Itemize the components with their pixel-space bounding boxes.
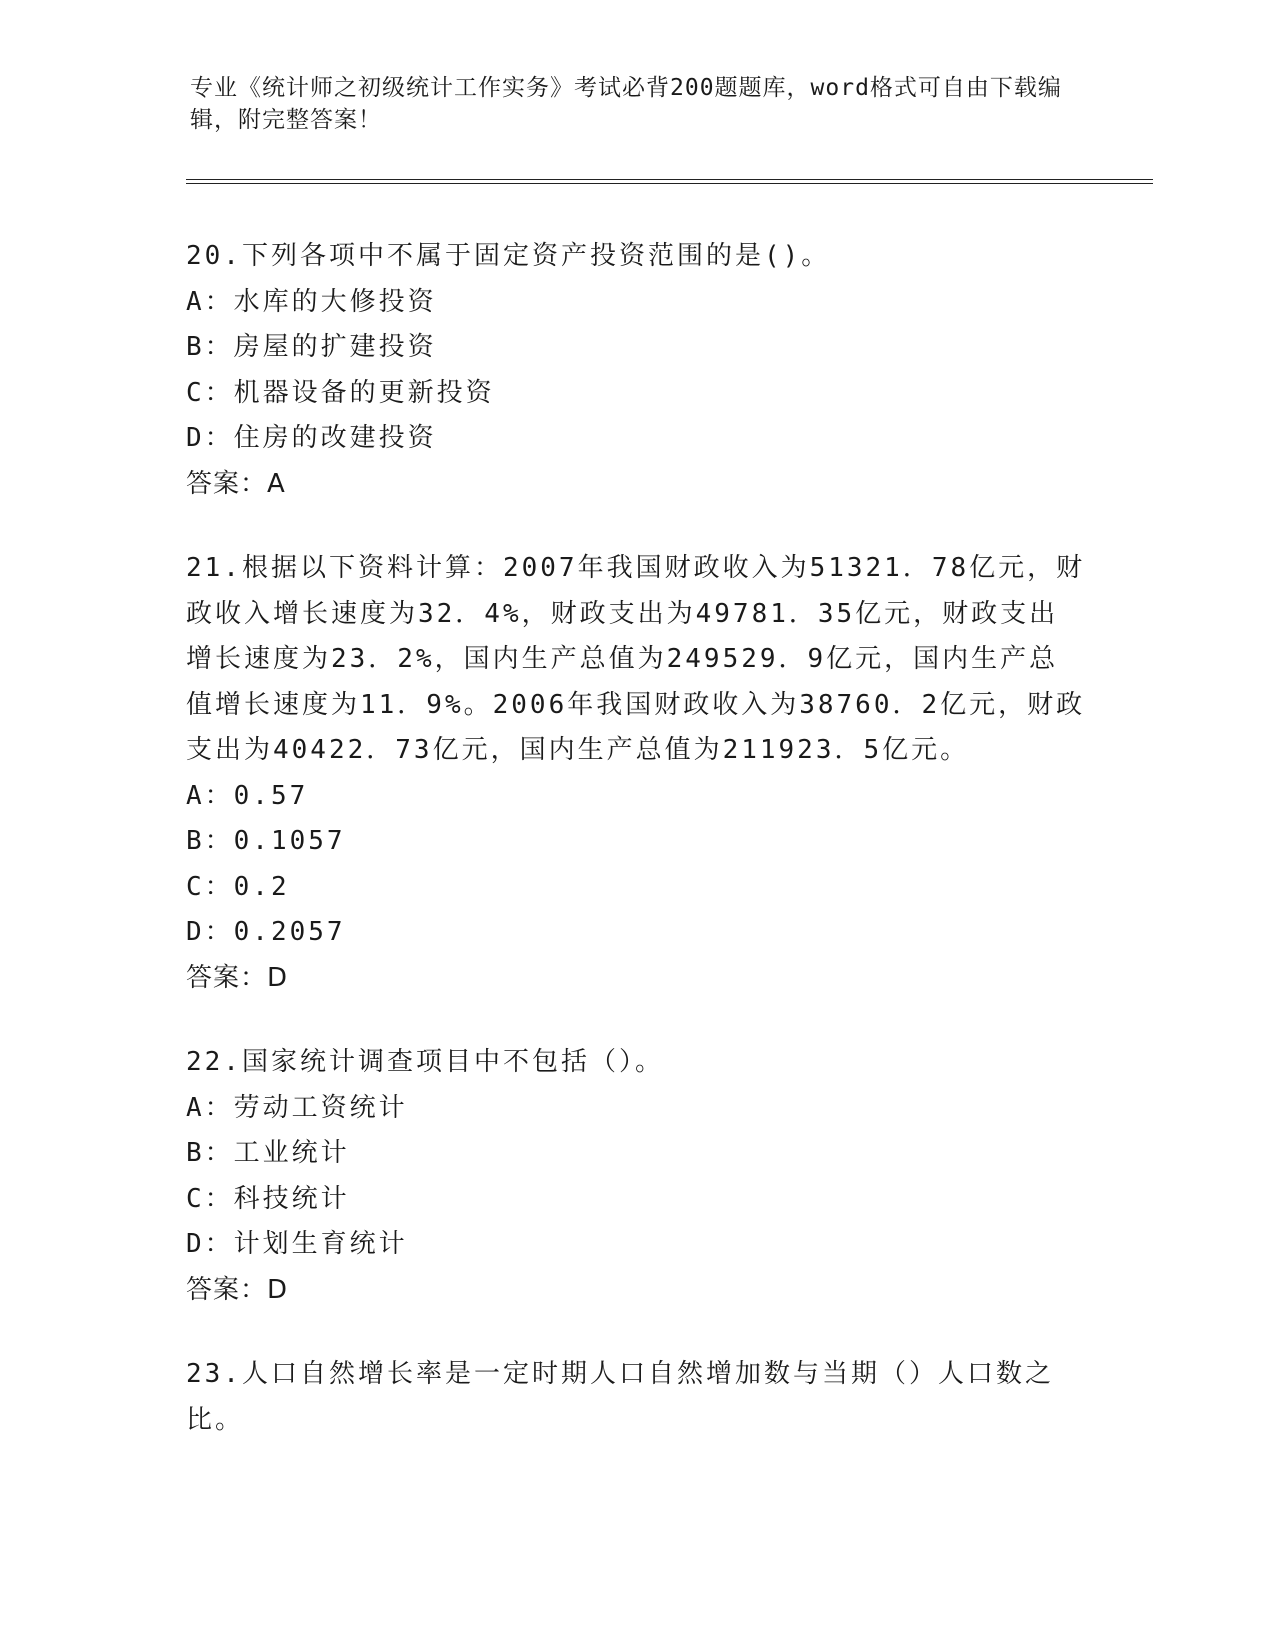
question-20 <box>186 234 1086 507</box>
question-stem: 20.下列各项中不属于固定资产投资范围的是()。 <box>186 241 831 271</box>
option-d: D：计划生育统计 <box>186 1229 408 1259</box>
option-a: A：劳动工资统计 <box>186 1092 408 1123</box>
question-stem: 23.人口自然增长率是一定时期人口自然增加数与当期（）人口数之比。 <box>186 1359 1054 1435</box>
option-a: A：0.57 <box>186 780 309 811</box>
question-23 <box>186 1352 1086 1443</box>
question-stem: 22.国家统计调查项目中不包括（）。 <box>186 1047 664 1077</box>
question-22 <box>186 1040 1086 1313</box>
answer: 答案：A <box>186 468 286 499</box>
option-c: C：0.2 <box>186 871 290 902</box>
document-header: 专业《统计师之初级统计工作实务》考试必背200题题库，word格式可自由下载编辑，附完整答案！ <box>190 75 1062 133</box>
header-rule-top <box>186 179 1153 180</box>
header-rule-bottom <box>186 183 1153 184</box>
option-b: B：房屋的扩建投资 <box>186 332 437 362</box>
question-list <box>186 234 1086 1482</box>
option-c: C：科技统计 <box>186 1183 350 1214</box>
question-stem: 21.根据以下资料计算：2007年我国财政收入为51321．78亿元，财政收入增长速度为32．4%，财政支出为49781．35亿元，财政支出增长速度为23．2%，国内生产总值为249529．9亿元，国内生产总值增长速度为11．9%。2006年我国财政收入为38760．2亿元，财政支出为40422．73亿元，国内生产总值为211923．5亿元。 <box>186 553 1086 765</box>
option-b: B：工业统计 <box>186 1138 350 1168</box>
option-a: A：水库的大修投资 <box>186 286 437 317</box>
question-21 <box>186 546 1086 1001</box>
option-d: D：0.2057 <box>186 917 346 947</box>
option-b: B：0.1057 <box>186 826 346 856</box>
option-d: D：住房的改建投资 <box>186 423 437 453</box>
answer: 答案：D <box>186 1274 289 1305</box>
answer: 答案：D <box>186 962 289 993</box>
option-c: C：机器设备的更新投资 <box>186 377 495 408</box>
